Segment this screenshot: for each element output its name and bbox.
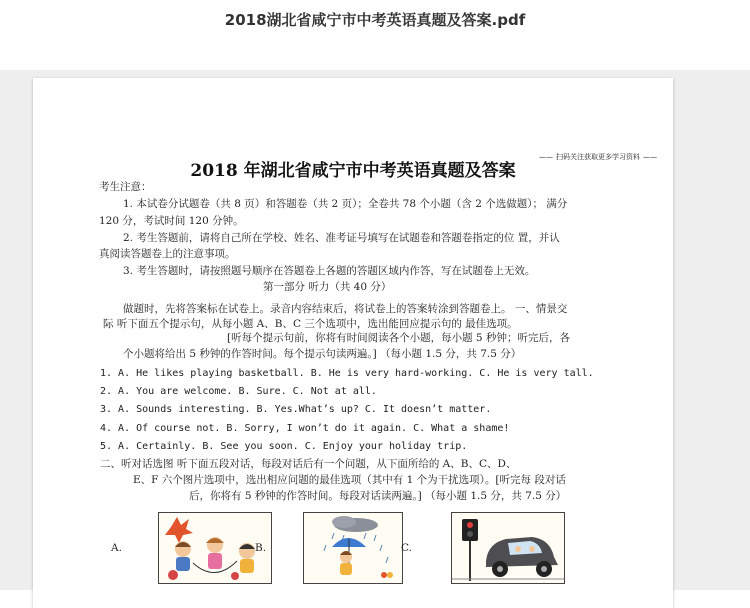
intro-a: 做题时，先将答案标在试卷上。录音内容结束后，将试卷上的答案转涂到答题卷上。 一、情景交 [123, 303, 568, 315]
question-4: 4. A. Of course not. B. Sorry, I won’t do it again. C. What a shame! [100, 423, 510, 434]
picture-girl-umbrella-rain [303, 512, 403, 584]
section2-b: E、F 六个图片选项中，选出相应问题的最佳选项（其中有 1 个为干扰选项）。[听完每 段对话 [133, 474, 566, 486]
intro-c: [听每个提示句前，你将有时间阅读各个小题，每小题 5 秒钟；听完后，各 [227, 332, 570, 344]
picture-car-traffic-light [451, 512, 565, 584]
notice-2a: 2. 考生答题前，请将自己所在学校、姓名、准考证号填写在试题卷和答题卷指定的位 置，并认 [123, 232, 560, 244]
promo-text: —— 扫码关注获取更多学习资料 —— [539, 152, 657, 162]
notice-1a: 1. 本试卷分试题卷（共 8 页）和答题卷（共 2 页）；全卷共 78 个小题（含 2 个选做题）； 满分 [123, 198, 568, 210]
image-label-c: C. [401, 542, 412, 554]
image-label-a: A. [111, 542, 122, 554]
notice-heading: 考生注意： [99, 181, 152, 193]
question-3: 3. A. Sounds interesting. B. Yes.What’s up? C. It doesn’t matter. [100, 404, 492, 415]
pdf-page [33, 78, 673, 608]
intro-d: 个小题将给出 5 秒钟的作答时间。每个提示句读两遍。] （每小题 1.5 分，共 7.5 分） [123, 348, 522, 360]
question-2: 2. A. You are welcome. B. Sure. C. Not at all. [100, 386, 377, 397]
document-title: 2018 年湖北省咸宁市中考英语真题及答案 [190, 161, 516, 181]
part1-heading: 第一部分 听力（共 40 分） [263, 281, 392, 293]
notice-2b: 真阅读答题卷上的注意事项。 [99, 248, 236, 260]
question-5: 5. A. Certainly. B. See you soon. C. Enjoy your holiday trip. [100, 441, 468, 452]
intro-b: 际 听下面五个提示句，从每小题 A、B、C 三个选项中，选出能回应提示句的 最佳选项。 [103, 318, 518, 330]
viewer-header [0, 0, 750, 70]
notice-3: 3. 考生答题时，请按照题号顺序在答题卷上各题的答题区域内作答，写在试题卷上无效。 [123, 265, 536, 277]
notice-1b: 120 分，考试时间 120 分钟。 [99, 215, 244, 227]
file-title: 2018湖北省咸宁市中考英语真题及答案.pdf [224, 11, 526, 29]
section2-c: 后，你将有 5 秒钟的作答时间。每段对话读两遍。] （每小题 1.5 分，共 7.5 分） [189, 490, 567, 502]
section2-a: 二、听对话选图 听下面五段对话，每段对话后有一个问题，从下面所给的 A、B、C、D、 [100, 458, 517, 470]
question-1: 1. A. He likes playing basketball. B. He is very hard-working. C. He is very tall. [100, 368, 594, 379]
image-label-b: B. [255, 542, 267, 554]
